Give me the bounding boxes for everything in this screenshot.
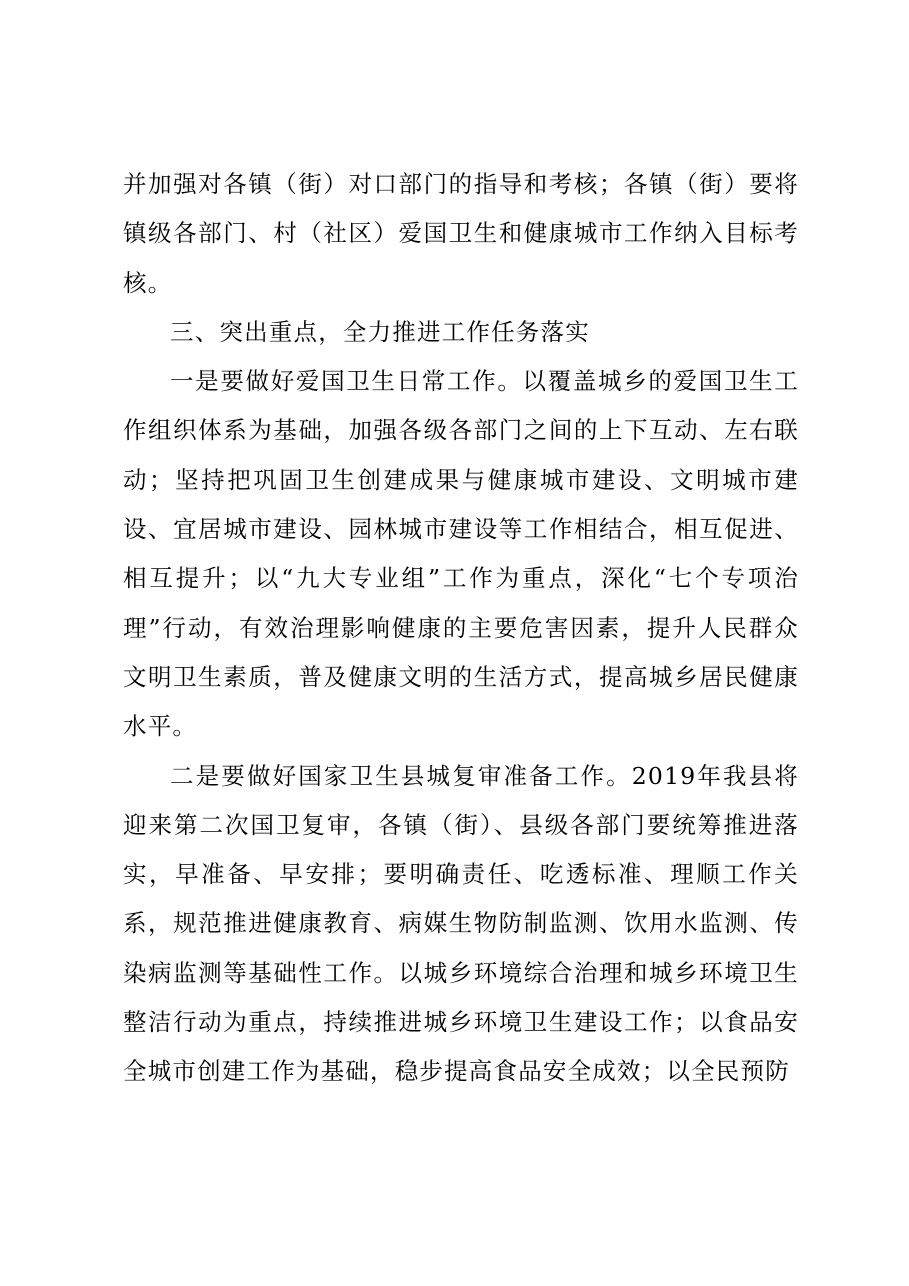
document-body (123, 160, 799, 1097)
paragraph-task-one: 一是要做好爱国卫生日常工作。以覆盖城乡的爱国卫生工作组织体系为基础，加强各级各部门之间的上下互动、左右联动；坚持把巩固卫生创建成果与健康城市建设、文明城市建设、宜居城市建设、园林城市建设等工作相结合，相互促进、相互提升；以“九大专业组”工作为重点，深化“七个专项治理”行动，有效治理影响健康的主要危害因素，提升人民群众文明卫生素质，普及健康文明的生活方式，提高城乡居民健康水平。 (123, 367, 799, 741)
paragraph-continuation: 并加强对各镇（街）对口部门的指导和考核；各镇（街）要将镇级各部门、村（社区）爱国卫生和健康城市工作纳入目标考核。 (123, 170, 799, 297)
paragraph-task-two: 二是要做好国家卫生县城复审准备工作。2019年我县将迎来第二次国卫复审，各镇（街）、县级各部门要统筹推进落实，早准备、早安排；要明确责任、吃透标准、理顺工作关系，规范推进健康教育、病媒生物防制监测、饮用水监测、传染病监测等基础性工作。以城乡环境综合治理和城乡环境卫生整洁行动为重点，持续推进城乡环境卫生建设工作；以食品安全城市创建工作为基础，稳步提高食品安全成效；以全民预防 (123, 761, 799, 1086)
section-heading: 三、突出重点，全力推进工作任务落实 (170, 317, 590, 346)
